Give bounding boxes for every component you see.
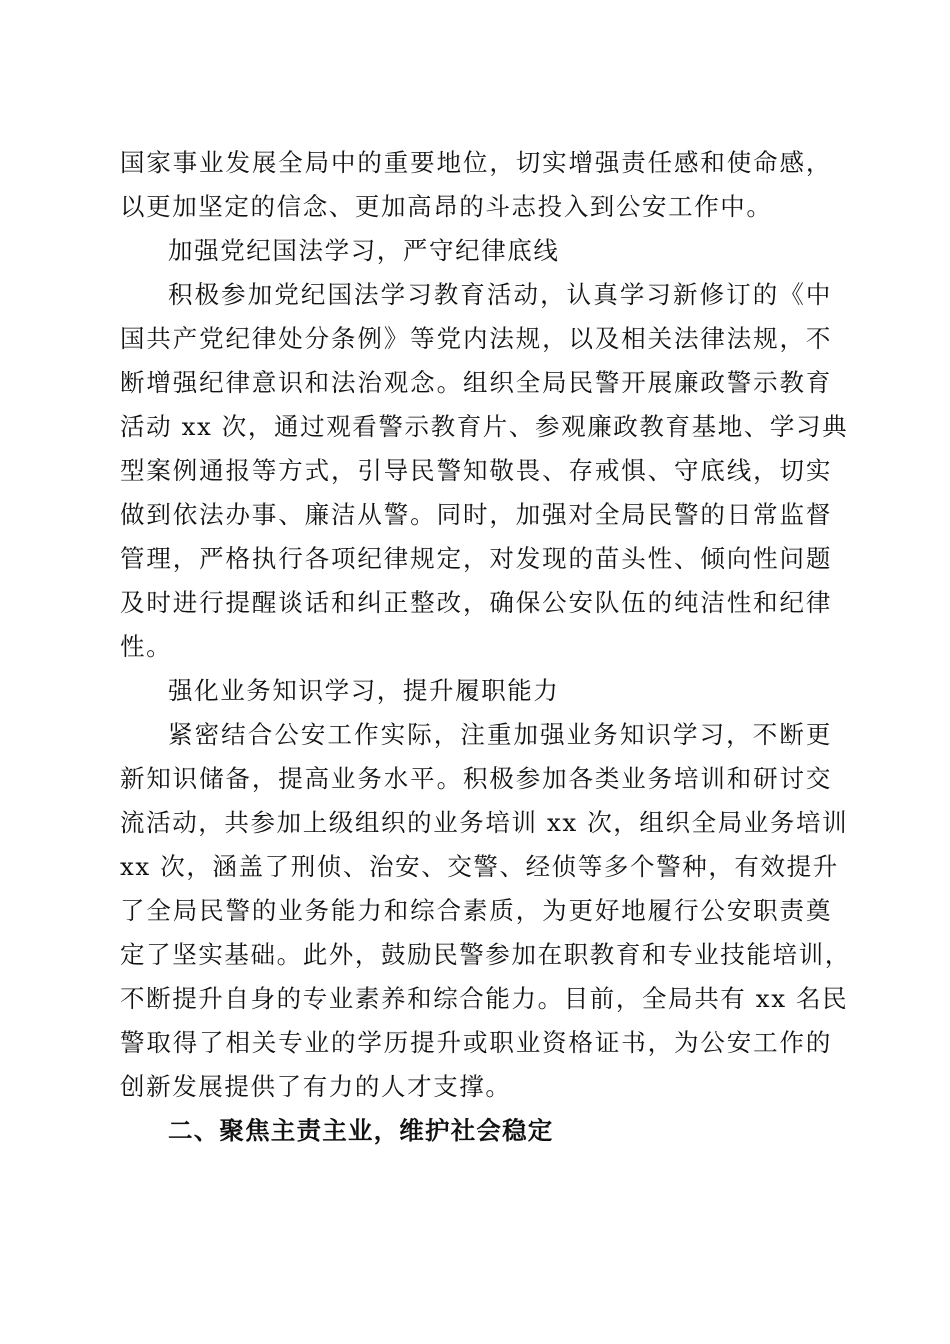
paragraph-line: 性。 [120, 632, 173, 661]
section-heading: 二、聚焦主责主业，维护社会稳定 [168, 1116, 554, 1145]
paragraph-line: 国共产党纪律处分条例》等党内法规，以及相关法律法规，不 [120, 324, 832, 353]
paragraph-line: 国家事业发展全局中的重要地位，切实增强责任感和使命感， [120, 148, 832, 177]
paragraph-line: 警取得了相关专业的学历提升或职业资格证书，为公安工作的 [120, 1028, 832, 1057]
section-subheading: 强化业务知识学习，提升履职能力 [168, 676, 560, 705]
paragraph-line: 及时进行提醒谈话和纠正整改，确保公安队伍的纯洁性和纪律 [120, 588, 832, 617]
paragraph-line: 了全局民警的业务能力和综合素质，为更好地履行公安职责奠 [120, 896, 832, 925]
paragraph-line: 流活动，共参加上级组织的业务培训 xx 次，组织全局业务培训 [120, 808, 849, 837]
section-subheading: 加强党纪国法学习，严守纪律底线 [168, 236, 560, 265]
paragraph-line: 型案例通报等方式，引导民警知敬畏、存戒惧、守底线，切实 [120, 456, 832, 485]
paragraph-line: 积极参加党纪国法学习教育活动，认真学习新修订的《中 [168, 280, 832, 309]
paragraph-line: 管理，严格执行各项纪律规定，对发现的苗头性、倾向性问题 [120, 544, 832, 573]
paragraph-line: 不断提升自身的专业素养和综合能力。目前，全局共有 xx 名民 [120, 984, 849, 1013]
paragraph-line: 以更加坚定的信念、更加高昂的斗志投入到公安工作中。 [120, 192, 773, 221]
paragraph-line: 做到依法办事、廉洁从警。同时，加强对全局民警的日常监督 [120, 500, 832, 529]
paragraph-line: 紧密结合公安工作实际，注重加强业务知识学习，不断更 [168, 720, 832, 749]
paragraph-line: 定了坚实基础。此外，鼓励民警参加在职教育和专业技能培训， [120, 940, 851, 969]
paragraph-line: 新知识储备，提高业务水平。积极参加各类业务培训和研讨交 [120, 764, 832, 793]
paragraph-line: 活动 xx 次，通过观看警示教育片、参观廉政教育基地、学习典 [120, 412, 849, 441]
paragraph-line: 断增强纪律意识和法治观念。组织全局民警开展廉政警示教育 [120, 368, 832, 397]
paragraph-line: 创新发展提供了有力的人才支撑。 [120, 1072, 512, 1101]
paragraph-line: xx 次，涵盖了刑侦、治安、交警、经侦等多个警种，有效提升 [120, 852, 839, 881]
